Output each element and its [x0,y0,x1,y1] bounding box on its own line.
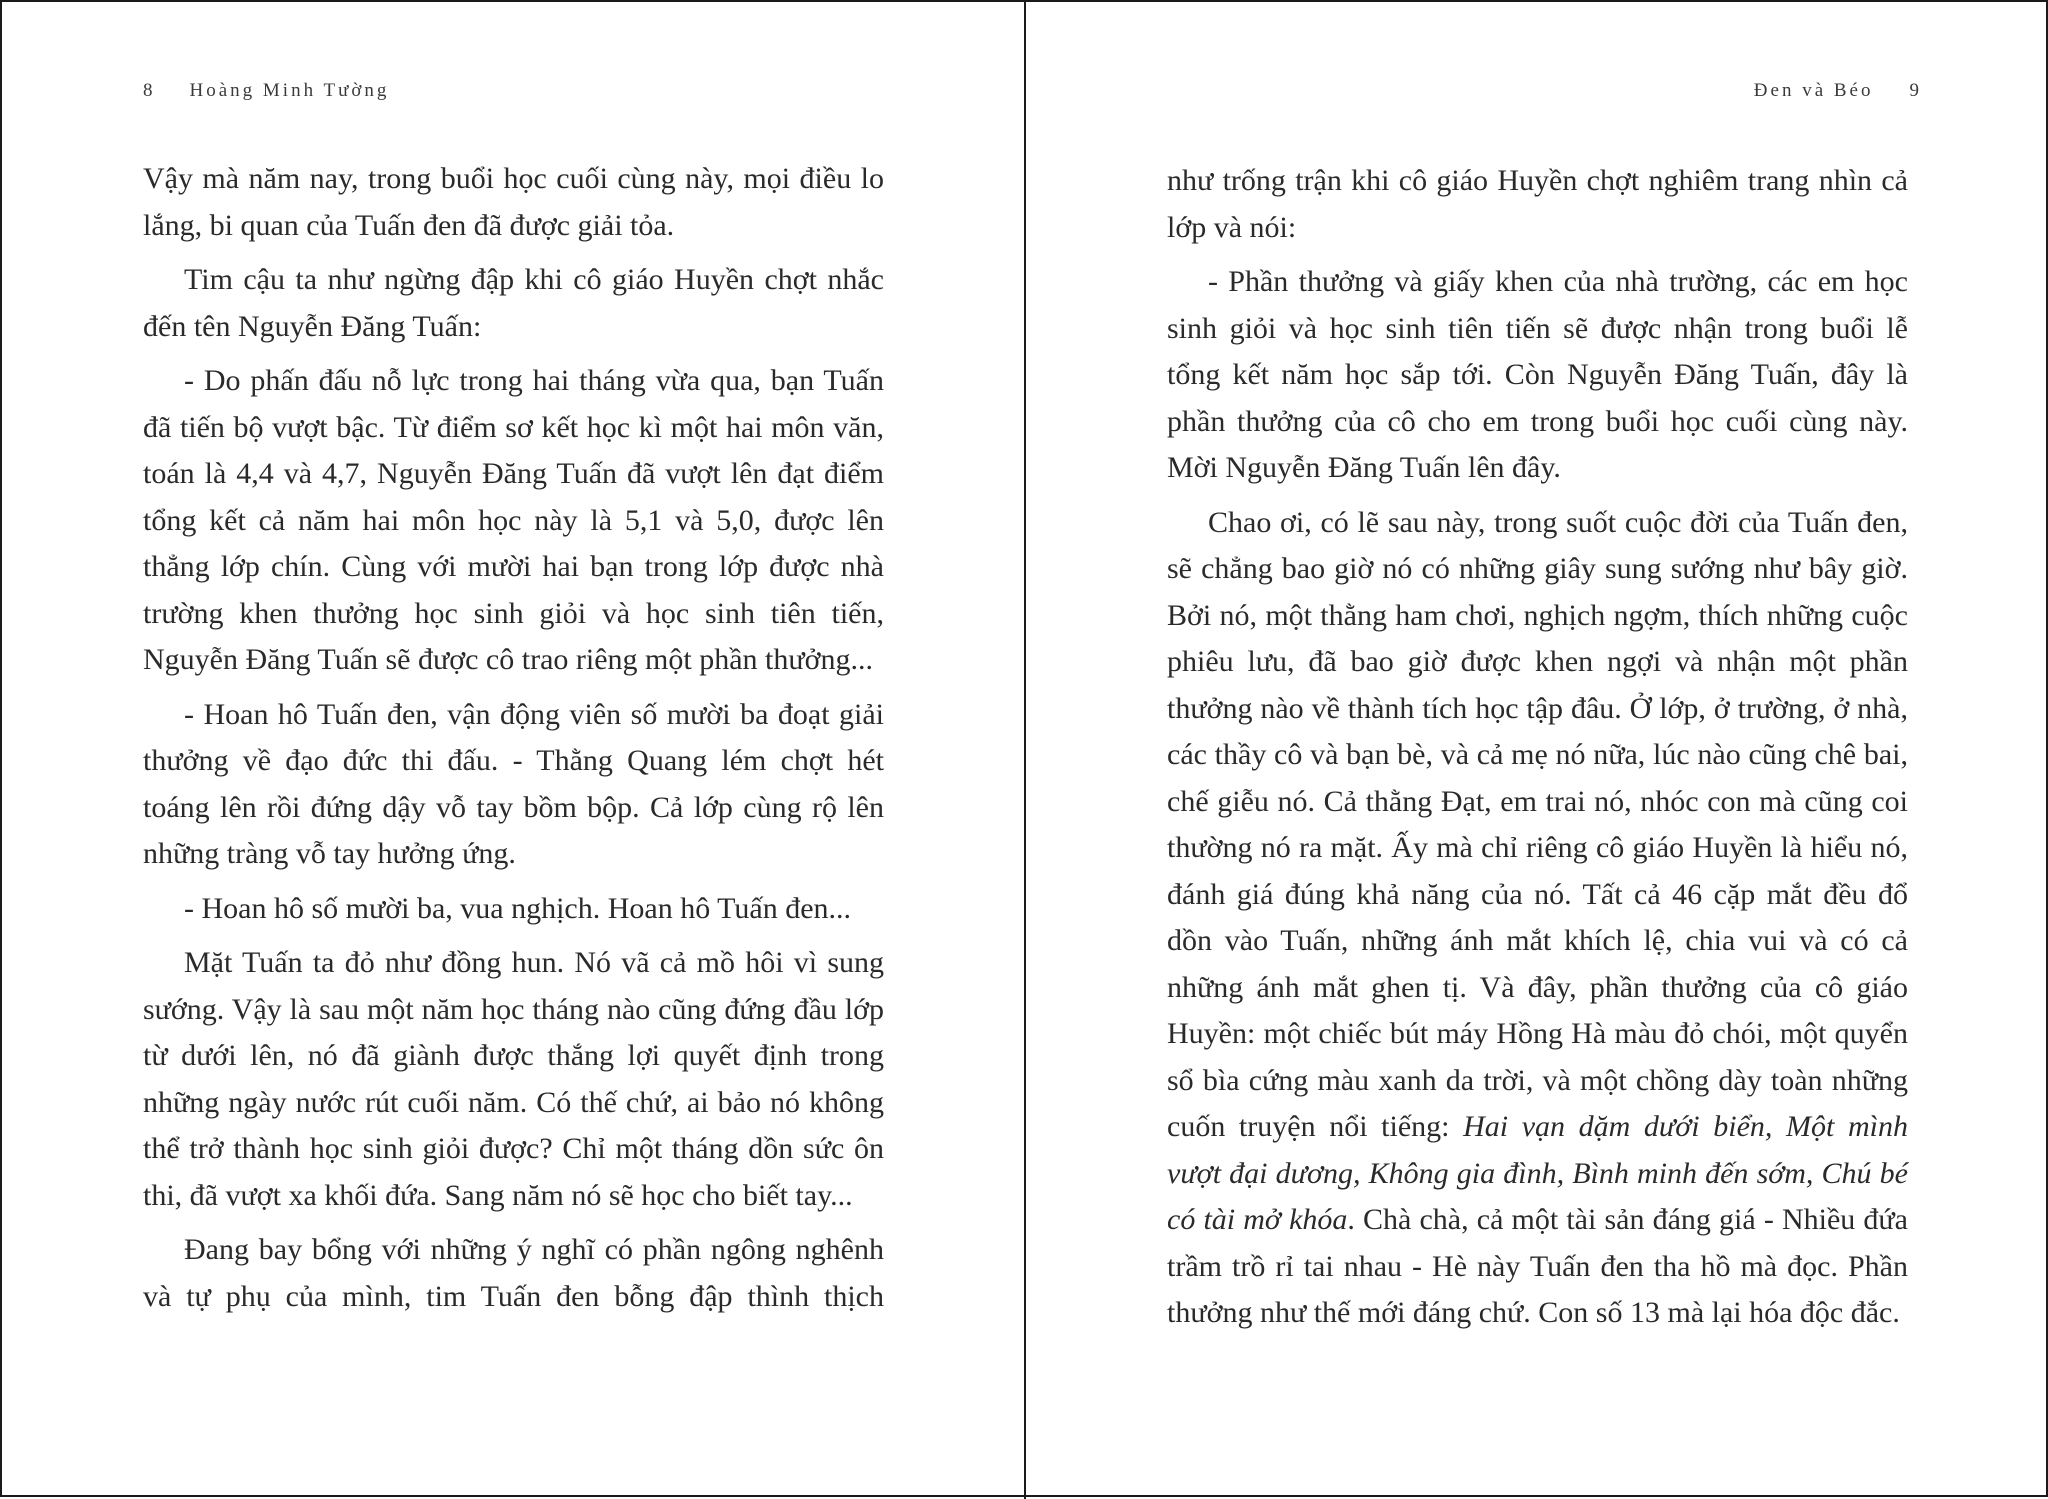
paragraph: Đang bay bổng với những ý nghĩ có phần ngông nghênh và tự phụ của mình, tim Tuấn đen bỗng đập thình thịch [143,1233,884,1313]
page-number-left: 8 [143,80,156,101]
paragraph: Vậy mà năm nay, trong buổi học cuối cùng này, mọi điều lo lắng, bi quan của Tuấn đen đã được giải tỏa. [143,162,884,242]
author-name: Hoàng Minh Tường [189,80,390,101]
paragraph: - Hoan hô Tuấn đen, vận động viên số mười ba đoạt giải thưởng về đạo đức thi đấu. - Thằng Quang lém chợt hét toáng lên rồi đứng dậy vỗ tay bồm bộp. Cả lớp cùng rộ lên những tràng vỗ tay hưởng ứng. [143,697,884,870]
right-page-body [1167,158,1908,1345]
book-titles-italic: Hai vạn dặm dưới biển, Một mình vượt đại dương, Không gia đình, Bình minh đến sớm, Chú bé có tài mở khóa [1167,1110,1908,1236]
paragraph: - Hoan hô số mười ba, vua nghịch. Hoan hô Tuấn đen... [184,891,852,925]
right-page [1026,2,2048,1499]
left-page [2,2,1024,1499]
running-head-left [143,80,389,102]
book-title: Đen và Béo [1753,80,1874,101]
paragraph [1167,500,1908,1337]
paragraph: - Phần thưởng và giấy khen của nhà trường, các em học sinh giỏi và học sinh tiên tiến sẽ được nhận trong buổi lễ tổng kết năm học sắp tới. Còn Nguyễn Đăng Tuấn, đây là phần thưởng của cô cho em trong buổi học cuối cùng này. Mời Nguyễn Đăng Tuấn lên đây. [1167,265,1908,484]
paragraph: - Do phấn đấu nỗ lực trong hai tháng vừa qua, bạn Tuấn đã tiến bộ vượt bậc. Từ điểm sơ kết học kì một hai môn văn, toán là 4,4 và 4,7, Nguyễn Đăng Tuấn đã vượt lên đạt điểm tổng kết cả năm hai môn học này là 5,1 và 5,0, được lên thẳng lớp chín. Cùng với mười hai bạn trong lớp được nhà trường khen thưởng học sinh giỏi và học sinh tiên tiến, Nguyễn Đăng Tuấn sẽ được cô trao riêng một phần thưởng... [143,364,884,676]
left-page-body [143,156,884,1328]
running-head-right [1754,80,1922,102]
page-number-right: 9 [1909,80,1922,101]
paragraph: Mặt Tuấn ta đỏ như đồng hun. Nó vã cả mồ hôi vì sung sướng. Vậy là sau một năm học tháng nào cũng đứng đầu lớp từ dưới lên, nó đã giành được thắng lợi quyết định trong những ngày nước rút cuối năm. Có thế chứ, ai bảo nó không thể trở thành học sinh giỏi được? Chỉ một tháng dồn sức ôn thi, đã vượt xa khối đứa. Sang năm nó sẽ học cho biết tay... [143,946,884,1212]
paragraph: như trống trận khi cô giáo Huyền chợt nghiêm trang nhìn cả lớp và nói: [1167,164,1908,244]
paragraph: Tim cậu ta như ngừng đập khi cô giáo Huyền chợt nhắc đến tên Nguyễn Đăng Tuấn: [143,263,884,343]
paragraph-text: Chao ơi, có lẽ sau này, trong suốt cuộc đời của Tuấn đen, sẽ chẳng bao giờ nó có những giây sung sướng như bây giờ. Bởi nó, một thằng ham chơi, nghịch ngợm, thích những cuộc phiêu lưu, đã bao giờ được khen ngợi và nhận một phần thưởng nào về thành tích học tập đâu. Ở lớp, ở trường, ở nhà, các thầy cô và bạn bè, và cả mẹ nó nữa, lúc nào cũng chê bai, chế giễu nó. Cả thằng Đạt, em trai nó, nhóc con mà cũng coi thường nó ra mặt. Ấy mà chỉ riêng cô giáo Huyền là hiểu nó, đánh giá đúng khả năng của nó. Tất cả 46 cặp mắt đều đổ dồn vào Tuấn, những ánh mắt khích lệ, chia vui và có cả những ánh mắt ghen tị. Và đây, phần thưởng của cô giáo Huyền: một chiếc bút máy Hồng Hà màu đỏ chói, một quyển sổ bìa cứng màu xanh da trời, và một chồng dày toàn những cuốn truyện nổi tiếng: [1167,505,1908,1143]
paragraph-text: . Chà chà, cả một tài sản đáng giá - Nhiều đứa trầm trồ rỉ tai nhau - Hè này Tuấn đen tha hồ mà đọc. Phần thưởng như thế mới đáng chứ. Con số 13 mà lại hóa độc đắc. [1167,1203,1908,1329]
